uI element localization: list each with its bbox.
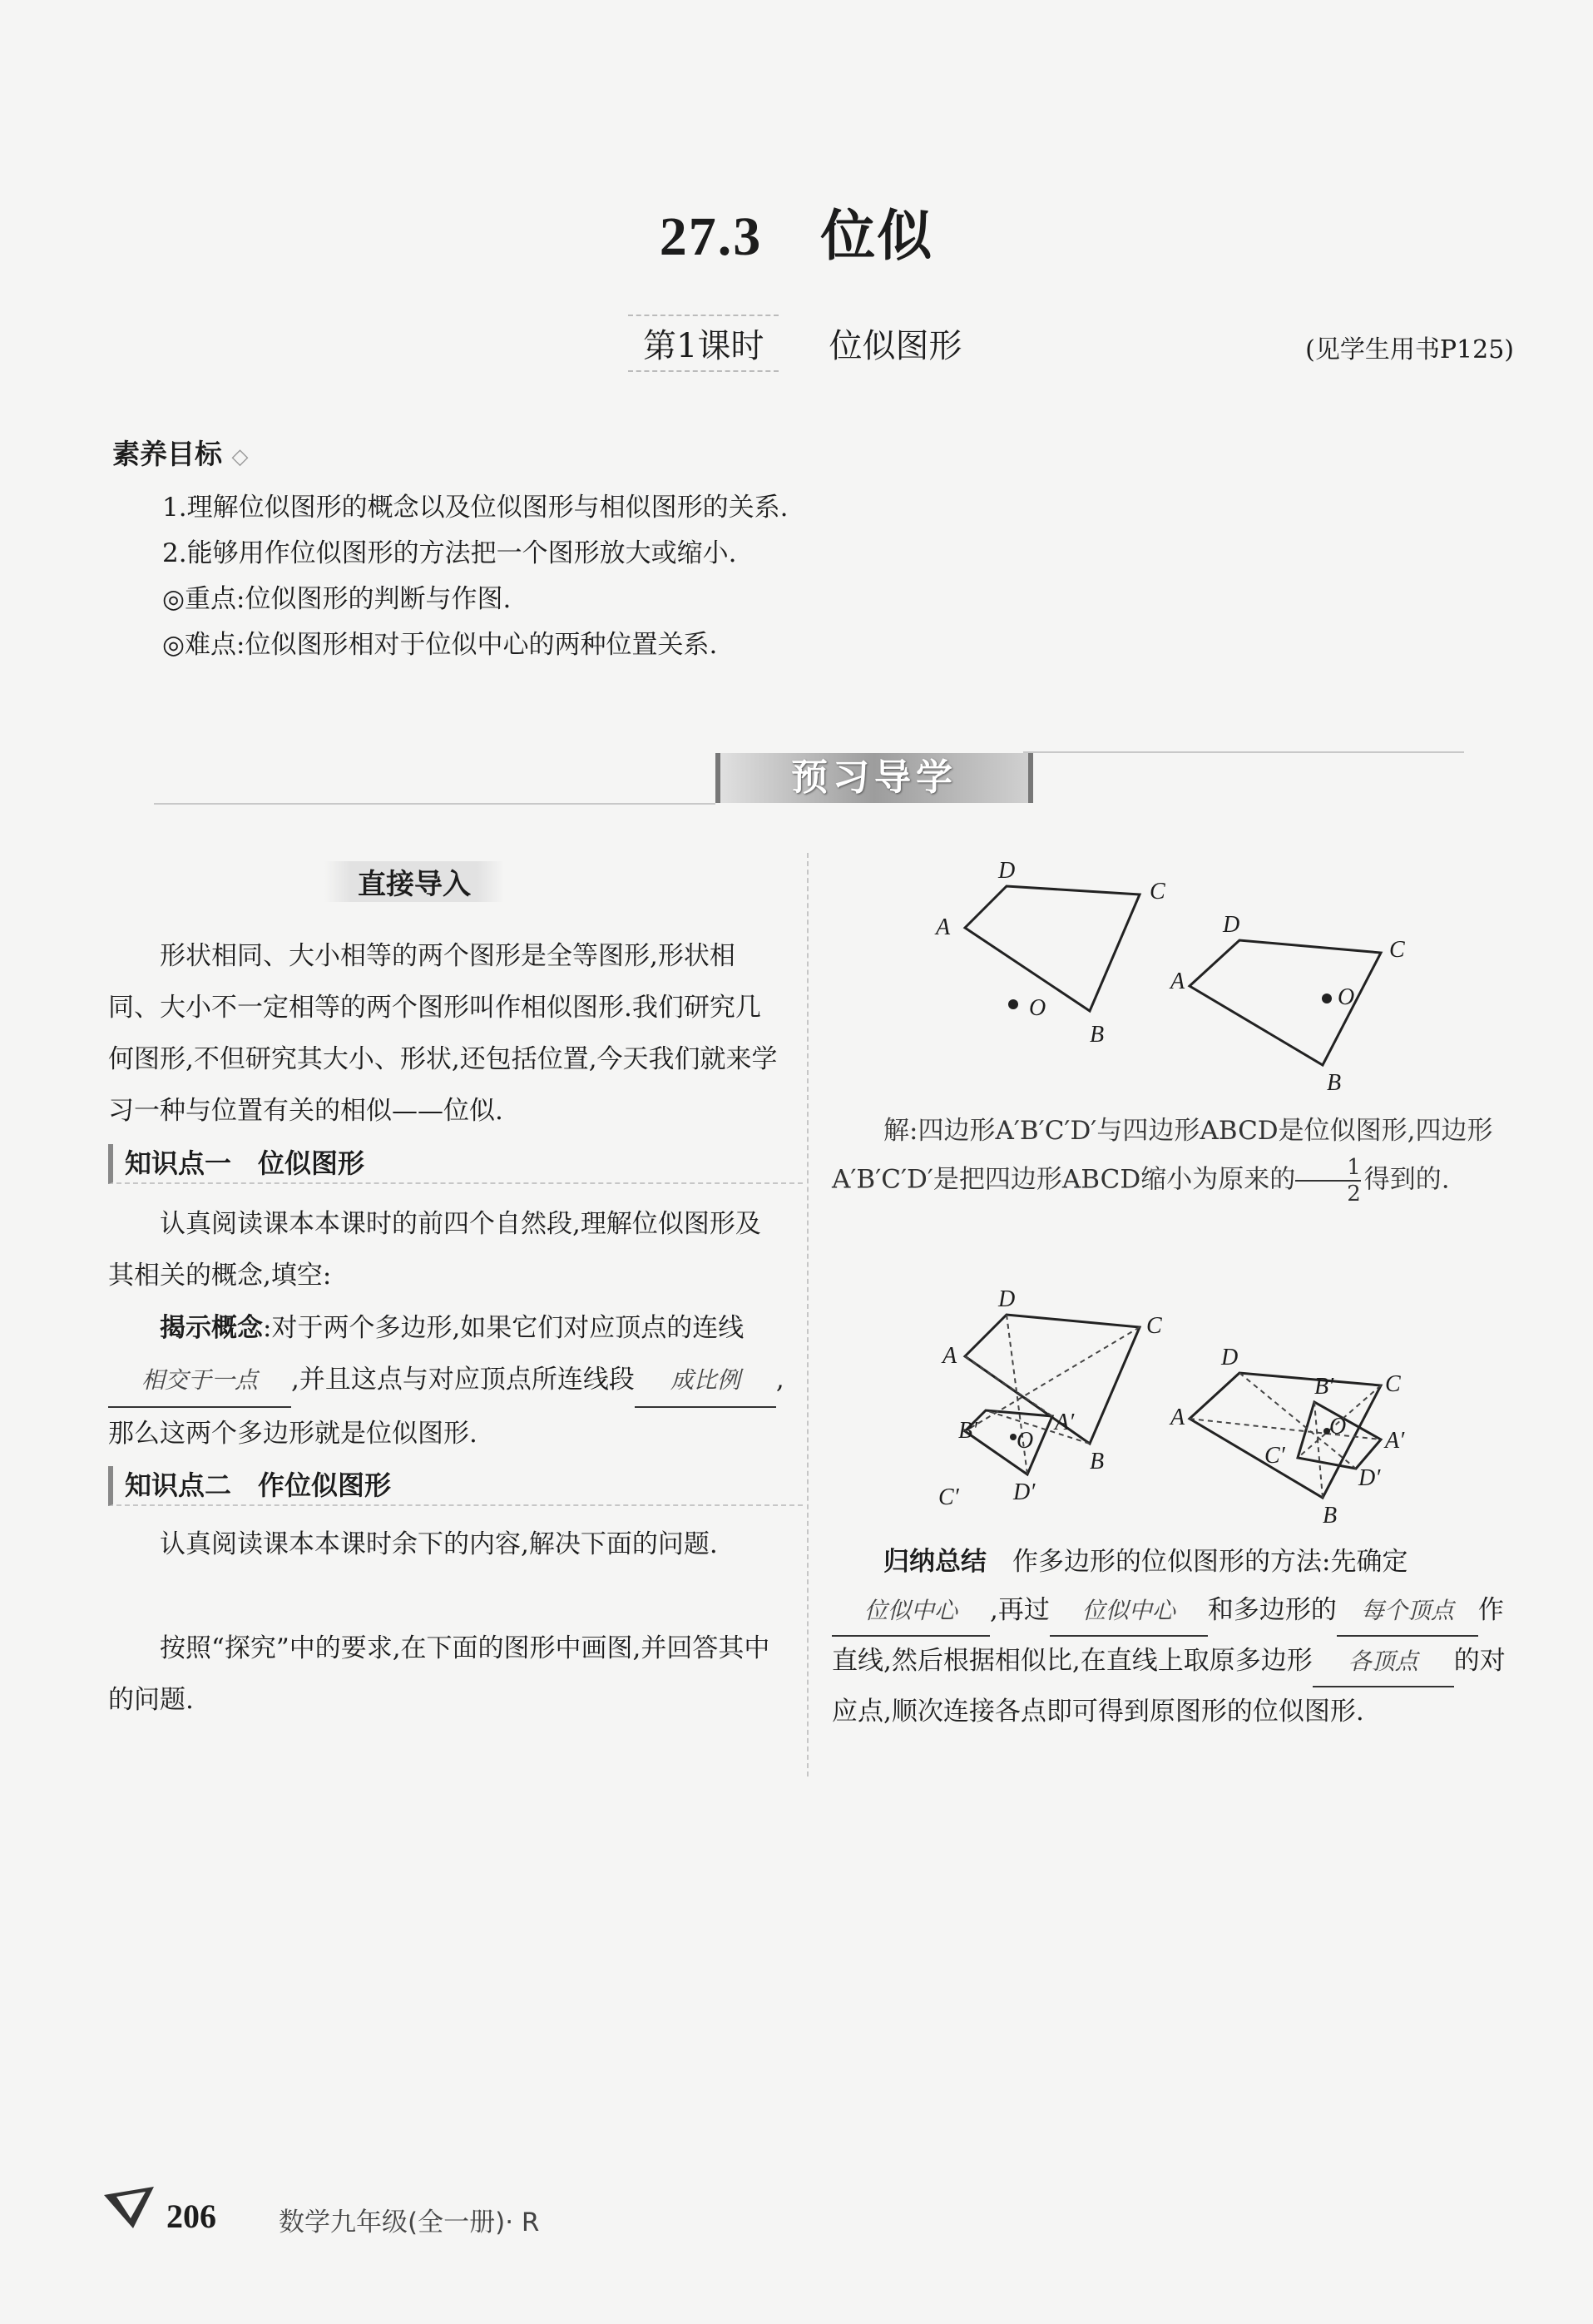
goal-item: 1.理解位似图形的概念以及位似图形与相似图形的关系. — [162, 493, 789, 523]
label-b-prime: B′ — [958, 1418, 978, 1444]
fill-blank: 位似中心 — [1050, 1587, 1208, 1637]
fill-blank: 成比例 — [635, 1355, 776, 1408]
solution-text: 解:四边形A′B′C′D′与四边形ABCD是位似图形,四边形A′B′C′D′是把四边形ABCD缩小为原来的 $\frac{1}{2}$ 得到的. — [832, 1116, 1493, 1207]
goal-item: ◎难点:位似图形相对于位似中心的两种位置关系. — [162, 630, 718, 660]
lesson-label: 第1课时 — [628, 315, 779, 372]
column-divider — [807, 853, 809, 1776]
point-o — [1322, 994, 1332, 1003]
label-a: A — [936, 914, 951, 940]
label-b: B — [1090, 1449, 1105, 1474]
label-d-prime: D′ — [1358, 1465, 1381, 1491]
page-number: 206 — [166, 2198, 216, 2235]
kp2-title: 知识点二 作位似图形 — [108, 1466, 803, 1506]
figure-original — [832, 849, 1514, 1098]
label-o: O — [1338, 984, 1355, 1010]
banner-line-right — [1023, 751, 1464, 753]
reference-note: (见学生用书P125) — [1305, 335, 1514, 364]
kp2-task: 按照“探究”中的要求,在下面的图形中画图,并回答其中的问题. — [108, 1633, 770, 1715]
summary-text: 归纳总结 作多边形的位似图形的方法:先确定位似中心 ,再过 位似中心 和多边形的 每个顶点 作直线,然后根据相似比,在直线上取原多边形 各顶点 的对应点,顺次连接各点即可得到原图形的位似图形. — [832, 1547, 1506, 1727]
figure-homothety — [832, 1281, 1514, 1539]
kp1-instruction: 认真阅读课本本课时的前四个自然段,理解位似图形及其相关的概念,填空: — [108, 1209, 761, 1291]
label-c: C — [1150, 879, 1165, 904]
label-d: D — [998, 1286, 1016, 1312]
kp1-title: 知识点一 位似图形 — [108, 1144, 803, 1184]
label-a-prime: A′ — [1055, 1410, 1075, 1435]
fill-blank: 相交于一点 — [108, 1355, 291, 1408]
label-c-prime: C′ — [938, 1484, 959, 1510]
label-d: D — [1223, 912, 1240, 938]
goals-title: 素养目标 ◇ — [112, 438, 249, 470]
intro-text: 形状相同、大小相等的两个图形是全等图形,形状相同、大小不一定相等的两个图形叫作相似图形.我们研究几何图形,不但研究其大小、形状,还包括位置,今天我们就来学习一种与位置有关的相似——位似. — [108, 941, 778, 1126]
label-a: A — [1170, 969, 1185, 994]
chapter-number: 27.3 — [659, 206, 763, 267]
label-d-prime: D′ — [1013, 1479, 1036, 1505]
book-title: 数学九年级(全一册)· R — [279, 2208, 540, 2237]
fraction: $\frac{1}{2}$ — [1295, 1155, 1361, 1207]
goal-item: 2.能够用作位似图形的方法把一个图形放大或缩小. — [162, 538, 737, 568]
label-o: O — [1029, 995, 1046, 1021]
label-c: C — [1389, 937, 1405, 963]
lesson-name: 位似图形 — [829, 327, 962, 365]
fill-blank: 位似中心 — [832, 1587, 990, 1637]
kp2-instruction: 认真阅读课本本课时余下的内容,解决下面的问题. — [160, 1529, 718, 1559]
kp1-concept: 揭示概念:对于两个多边形,如果它们对应顶点的连线相交于一点 ,并且这点与对应顶点所连线段 成比例 ,那么这两个多边形就是位似图形. — [108, 1313, 784, 1449]
label-d: D — [1221, 1345, 1239, 1370]
label-b: B — [1327, 1070, 1342, 1096]
goal-item: ◎重点:位似图形的判断与作图. — [162, 584, 512, 614]
label-a-prime: A′ — [1385, 1428, 1405, 1454]
intro-heading: 直接导入 — [324, 861, 504, 902]
label-c-prime: C′ — [1264, 1443, 1285, 1469]
label-a: A — [1170, 1405, 1185, 1430]
label-c: C — [1385, 1371, 1401, 1397]
label-b: B — [1090, 1022, 1105, 1048]
label-o: O — [1017, 1428, 1034, 1454]
label-o: O — [1329, 1414, 1347, 1439]
quad-abcd-left — [965, 886, 1140, 1011]
label-b-prime: B′ — [1314, 1374, 1334, 1400]
point-o — [1008, 999, 1018, 1009]
label-c: C — [1146, 1313, 1162, 1339]
label-d: D — [998, 858, 1016, 884]
fill-blank: 每个顶点 — [1337, 1587, 1478, 1637]
label-a: A — [942, 1343, 957, 1369]
label-b: B — [1323, 1503, 1338, 1529]
fill-blank: 各顶点 — [1313, 1638, 1454, 1687]
page-corner-icon — [104, 2187, 162, 2232]
lesson-header — [628, 315, 962, 372]
chapter-title: 27.3 位似 — [659, 203, 934, 268]
banner-line-left — [154, 803, 715, 805]
section-banner: 预习导学 — [715, 753, 1033, 803]
